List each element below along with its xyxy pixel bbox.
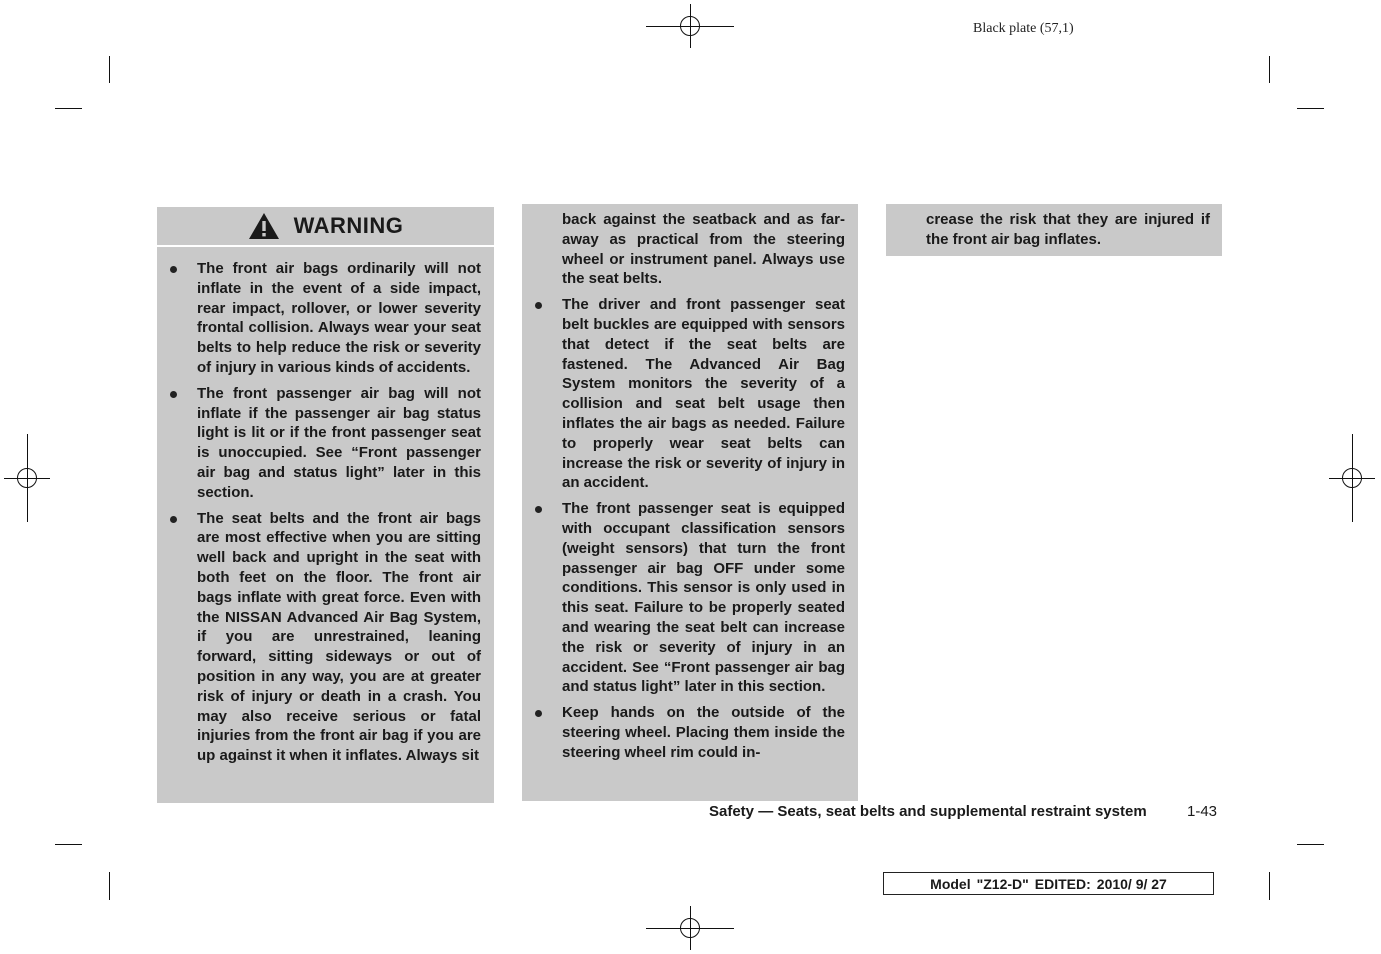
registration-mark-bottom [646, 906, 734, 950]
crop-mark [55, 844, 82, 845]
model-code: "Z12-D" [976, 875, 1029, 892]
crop-mark [109, 56, 110, 83]
model-info-box [883, 872, 1214, 895]
warning-box-end [886, 204, 1222, 256]
registration-mark-right [1329, 434, 1375, 522]
list-item-text: The front passenger air bag will not inflate if the passenger air bag status light is lit or if the front passenger seat is unoccupied. See “Front passenger air bag and status light” later in this section. [197, 384, 481, 501]
edited-date: 2010/ 9/ 27 [1096, 875, 1167, 892]
bullet-icon [170, 516, 177, 523]
warning-list [157, 247, 494, 766]
registration-mark-top [646, 4, 734, 48]
continuation-text: back against the seatback and as far-away as practical from the steering wheel or instrument panel. Always use the seat belts. [562, 211, 845, 288]
warning-box [157, 207, 494, 803]
plate-label: Black plate (57,1) [973, 21, 1074, 36]
warning-list [562, 295, 845, 762]
warning-title: WARNING [293, 213, 404, 238]
list-item-text: The seat belts and the front air bags are most effective when you are sitting well back and upright in the seat with both feet on the floor. The front air bags inflate with great force. Even with the NISSAN Advanced Air Bag System, if you are unrestrained, leaning forward, sitting sideways or out of position in any way, you are at greater risk of injury or death in a crash. You may also receive serious or fatal injuries from the front air bag if you are up against it when it inflates. Always sit [197, 509, 481, 765]
list-item [562, 295, 845, 493]
list-item-text: The front air bags ordinarily will not inflate in the event of a side impact, rear impact, rollover, or lower severity frontal collision. Always wear your seat belts to help reduce the risk or severity of injury in various kinds of accidents. [197, 260, 481, 376]
registration-mark-left [4, 434, 50, 522]
bullet-icon [170, 266, 177, 273]
crop-mark [1269, 872, 1270, 900]
section-title: Safety — Seats, seat belts and supplemental restraint system [709, 803, 1147, 820]
bullet-icon [535, 302, 542, 309]
model-label: Model [930, 875, 971, 892]
edited-label: EDITED: [1034, 875, 1091, 892]
list-item [562, 499, 845, 697]
list-item-text: Keep hands on the outside of the steering wheel. Placing them inside the steering wheel rim could in- [562, 704, 845, 761]
crop-mark [1269, 56, 1270, 83]
list-item [562, 703, 845, 762]
list-item [197, 384, 481, 503]
bullet-icon [170, 391, 177, 398]
list-item-text: The driver and front passenger seat belt buckles are equipped with sensors that detect if the seat belts are fastened. The Advanced Air Bag System monitors the severity of a collision and seat belt usage then inflates the air bags as needed. Failure to properly wear seat belts can increase the risk or severity of injury in an accident. [562, 296, 845, 492]
list-item [197, 259, 481, 378]
crop-mark [109, 872, 110, 900]
list-item [197, 509, 481, 766]
warning-triangle-icon [248, 212, 280, 240]
page-number: 1-43 [1187, 803, 1218, 820]
warning-header [157, 207, 494, 247]
continuation-text: crease the risk that they are injured if the front air bag inflates. [926, 211, 1210, 248]
crop-mark [1297, 108, 1324, 109]
list-item-text: The front passenger seat is equipped with occupant classification sensors (weight sensors) that turn the front passenger air bag OFF under some conditions. This sensor is only used in this seat. Failure to be properly seated and wearing the seat belt can increase the risk or severity of injury in an accident. See “Front passenger air bag and status light” later in this section. [562, 500, 845, 696]
bullet-icon [535, 710, 542, 717]
crop-mark [55, 108, 82, 109]
bullet-icon [535, 506, 542, 513]
warning-box-continued [522, 204, 858, 801]
crop-mark [1297, 844, 1324, 845]
